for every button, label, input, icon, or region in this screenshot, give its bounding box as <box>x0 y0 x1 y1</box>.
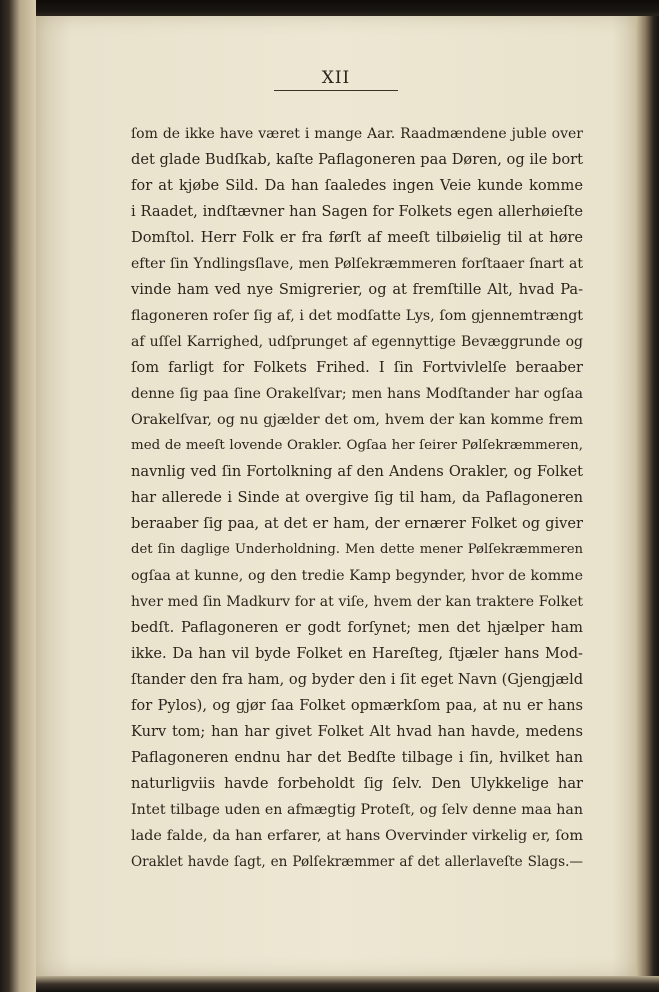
text-line: beraaber ſig paa, at det er ham, der ernærer Folket og giver <box>131 515 583 532</box>
text-line: ikke. Da han vil byde Folket en Hareſteg, ſtjæler hans Mod- <box>131 645 583 662</box>
page-header <box>274 68 398 91</box>
text-line: for at kjøbe Sild. Da han ſaaledes ingen Veie kunde komme <box>131 177 583 194</box>
text-line: vinde ham ved nye Smigrerier, og at fremſtille Alt, hvad Pa- <box>131 281 583 298</box>
text-line: naturligviis havde forbeholdt ſig ſelv. Den Ulykkelige har <box>131 775 583 792</box>
text-line: i Raadet, indſtævner han Sagen for Folkets egen allerhøieſte <box>131 203 583 220</box>
body-text <box>131 121 583 875</box>
text-line: flagoneren roſer ſig af, i det modſatte Lys, ſom gjennemtrængt <box>131 308 583 324</box>
text-line: Intet tilbage uden en afmægtig Proteſt, og ſelv denne maa han <box>131 802 583 818</box>
text-line: for Pylos), og gjør ſaa Folket opmærkſom paa, at nu er hans <box>131 697 583 714</box>
book-gutter <box>0 0 36 992</box>
text-line: Domſtol. Herr Folk er fra førſt af meeſt tilbøielig til at høre <box>131 229 583 246</box>
text-line: ſom de ikke have været i mange Aar. Raadmændene juble over <box>131 126 583 142</box>
text-line: ogſaa at kunne, og den tredie Kamp begynder, hvor de komme <box>131 568 583 584</box>
page-number: XII <box>321 68 351 88</box>
text-line: med de meeſt lovende Orakler. Ogſaa her ſeirer Pølſekræmmeren, <box>131 438 583 453</box>
text-line: har allerede i Sinde at overgive ſig til ham, da Paflagoneren <box>131 489 583 506</box>
book-top-edge <box>0 0 659 16</box>
text-line: Kurv tom; han har givet Folket Alt hvad han havde, medens <box>131 723 583 740</box>
text-line: denne ſig paa ſine Orakelſvar; men hans Modſtander har ogſaa <box>131 386 583 402</box>
text-line: ſom farligt for Folkets Frihed. I ſin Fortvivlelſe beraaber <box>131 359 583 376</box>
text-line: navnlig ved ſin Fortolkning af den Andens Orakler, og Folket <box>131 463 583 480</box>
book-bottom-edge <box>36 976 659 992</box>
text-line: Orakelſvar, og nu gjælder det om, hvem der kan komme frem <box>131 412 583 428</box>
text-line: efter ſin Yndlingsſlave, men Pølſekræmmeren forſtaaer ſnart at <box>131 256 583 272</box>
text-line: lade falde, da han erfarer, at hans Overvinder virkelig er, ſom <box>131 828 583 844</box>
text-line: Paflagoneren endnu har det Bedſte tilbage i ſin, hvilket han <box>131 749 583 766</box>
text-line: ſtander den fra ham, og byder den i ſit eget Navn (Gjengjæld <box>131 671 583 688</box>
text-line: det glade Budſkab, kaſte Paflagoneren paa Døren, og ile bort <box>131 151 583 168</box>
text-line: hver med ſin Madkurv for at viſe, hvem der kan traktere Folket <box>131 594 583 610</box>
text-line: Oraklet havde ſagt, en Pølſekræmmer af det allerlaveſte Slags.— <box>131 854 583 870</box>
text-line: det ſin daglige Underholdning. Men dette mener Pølſekræmmeren <box>131 542 583 557</box>
text-line: bedſt. Paflagoneren er godt forſynet; men det hjælper ham <box>131 619 583 636</box>
book-fore-edge <box>636 16 659 976</box>
text-line: af uſſel Karrighed, udſprunget af egennyttige Bevæggrunde og <box>131 334 583 350</box>
